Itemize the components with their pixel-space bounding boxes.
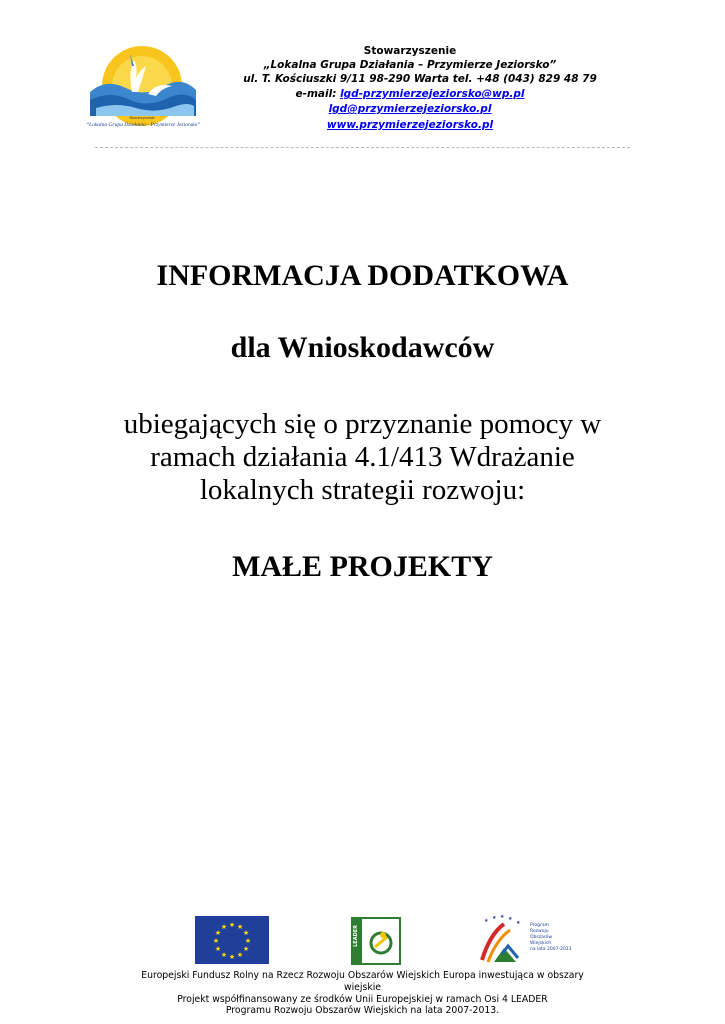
footer-line: Programu Rozwoju Obszarów Wiejskich na lata 2007-2013. (225, 1005, 500, 1016)
svg-text:★: ★ (212, 937, 220, 945)
prow-caption (530, 923, 572, 953)
leader-logo-icon (351, 917, 401, 965)
svg-text:★: ★ (228, 953, 236, 961)
footer-line: wiejskie (343, 982, 382, 993)
prow-line: na lata 2007-2013 (530, 947, 572, 952)
svg-text:★: ★ (242, 929, 250, 937)
svg-text:★: ★ (244, 937, 252, 945)
prow-logo (474, 914, 572, 966)
svg-text:★: ★ (236, 923, 244, 931)
document-heading: INFORMACJA DODATKOWA (156, 259, 569, 292)
svg-text:★: ★ (220, 923, 228, 931)
logo-caption-bottom: “Lokalna Grupa Działania - Przymierze Jeziorsko” (86, 122, 201, 128)
footer-line: Projekt współfinansowany ze środków Unii Europejskiej w ramach Osi 4 LEADER (177, 994, 548, 1005)
svg-text:★: ★ (500, 914, 505, 920)
eu-flag-icon (195, 916, 269, 964)
logo-caption-top: Stowarzyszenie (129, 115, 155, 120)
footer-line: Europejski Fundusz Rolny na Rzecz Rozwoju Obszarów Wiejskich Europa inwestująca w obszary (141, 970, 584, 981)
svg-text:★: ★ (508, 916, 513, 922)
document-description (0, 408, 725, 507)
svg-text:★: ★ (242, 945, 250, 953)
program-name: MAŁE PROJEKTY (232, 550, 493, 583)
description-line: lokalnych strategii rozwoju: (199, 474, 526, 506)
email-line-secondary (200, 102, 620, 116)
prow-line: Obszarów (530, 935, 553, 940)
description-line: ubiegających się o przyznanie pomocy w (123, 408, 602, 440)
email-link-secondary[interactable]: lgd@przymierzejeziorsko.pl (328, 103, 492, 115)
leader-label: LEADER (353, 925, 359, 947)
svg-text:★: ★ (228, 921, 236, 929)
svg-text:★: ★ (516, 920, 521, 926)
org-name: „Lokalna Grupa Działania – Przymierze Jeziorsko” (263, 59, 557, 71)
website-link[interactable]: www.przymierzejeziorsko.pl (326, 119, 494, 131)
email-line (200, 87, 620, 101)
svg-text:★: ★ (484, 918, 489, 924)
email-label: e-mail: (295, 88, 337, 100)
svg-text:★: ★ (214, 929, 222, 937)
description-line: ramach działania 4.1/413 Wdrażanie (150, 441, 575, 473)
svg-text:★: ★ (220, 951, 228, 959)
svg-text:★: ★ (492, 915, 497, 921)
header-divider (95, 147, 630, 148)
prow-line: Wiejskich (530, 941, 552, 946)
document-subheading: dla Wnioskodawców (230, 331, 495, 364)
svg-text:★: ★ (236, 951, 244, 959)
org-type: Stowarzyszenie (363, 45, 457, 57)
org-address: ul. T. Kościuszki 9/11 98-290 Warta tel. +48 (043) 829 48 79 (243, 73, 597, 85)
email-link-primary[interactable]: lgd-przymierzejeziorsko@wp.pl (340, 88, 525, 100)
prow-line: Program (530, 923, 549, 928)
prow-line: Rozwoju (530, 929, 549, 934)
svg-text:★: ★ (214, 945, 222, 953)
